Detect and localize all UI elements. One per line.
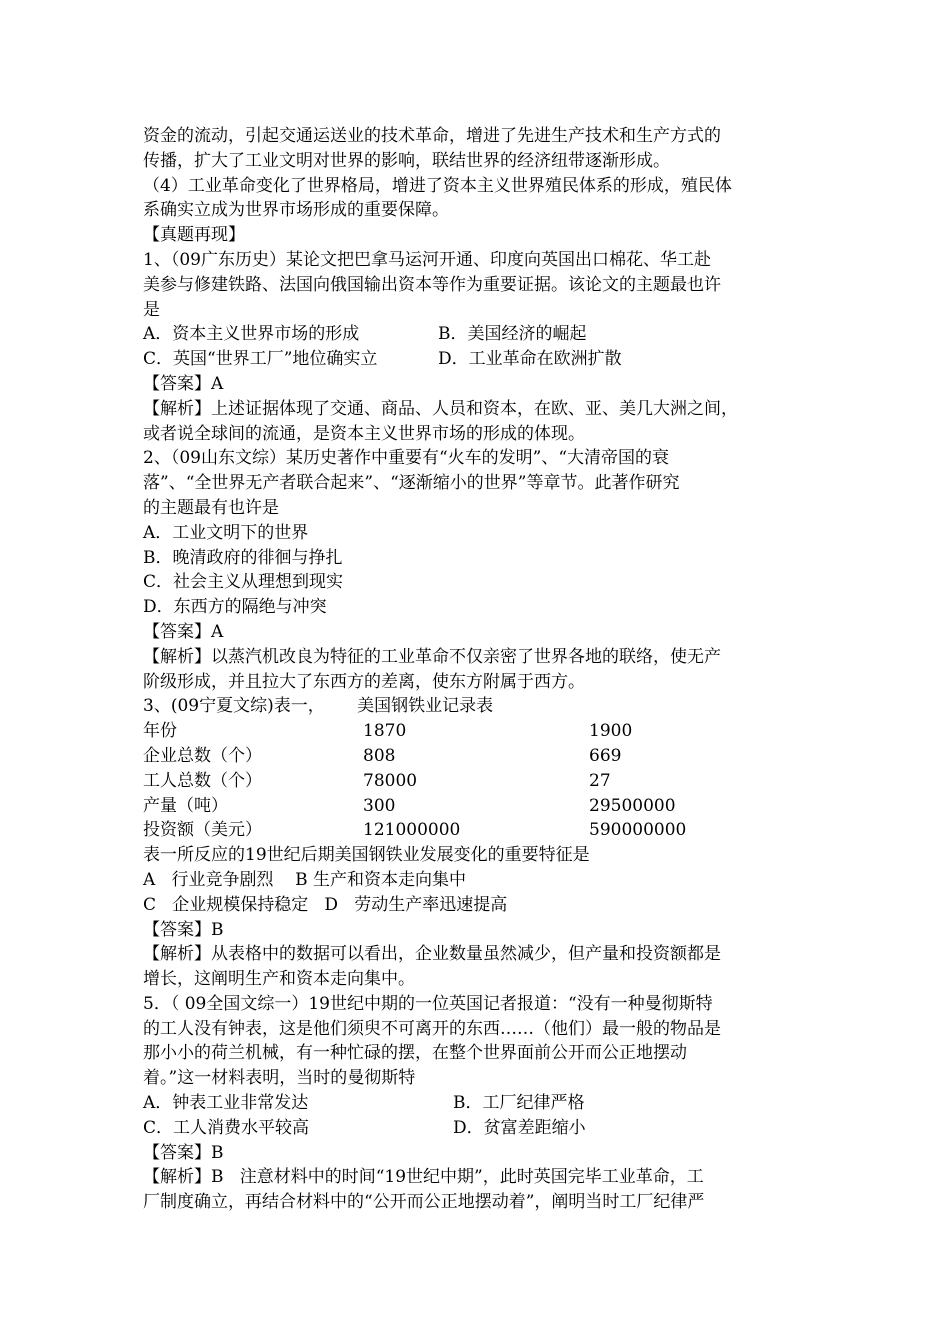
q1-options-row-2 [143,347,813,372]
q2-option-a: A．工业文明下的世界 [143,522,309,543]
table-cell: 1870 [363,721,407,742]
q2-stem-line-3: 的主题最有也许是 [143,497,279,518]
intro-line-2: 传播，扩大了工业文明对世界的影响，联结世界的经济纽带逐渐形成。 [143,150,670,171]
document-page [143,124,813,1215]
q1-option-d: D．工业革命在欧洲扩散 [438,349,622,370]
table-cell: 企业总数（个） [143,745,262,766]
q5-option-a: A．钟表工业非常发达 [143,1093,309,1114]
table-cell: 1900 [589,721,633,742]
q5-answer: 【答案】B [143,1142,224,1163]
q2-option-d: D．东西方的隔绝与冲突 [143,597,327,618]
q1-option-a: A．资本主义世界市场的形成 [143,324,360,345]
q1-options-row-1 [143,322,813,347]
q5-options-row-1 [143,1091,813,1116]
q3-answer: 【答案】B [143,919,224,940]
q3-stem-line-2: 表一所反应的19世纪后期美国钢铁业发展变化的重要特征是 [143,845,590,866]
table-cell: 27 [589,770,611,791]
q3-options-row-1: A 行业竞争剧烈 B 生产和资本走向集中 [143,869,466,890]
table-cell: 590000000 [589,820,687,841]
q3-options-row-2: C 企业规模保持稳定 D 劳动生产率迅速提高 [143,894,508,915]
q5-stem-line-4: 着。”这一材料表明，当时的曼彻斯特 [143,1068,416,1089]
q1-stem-line-2: 美参与修建铁路、法国向俄国输出资本等作为重要证据。该论文的主题最也许 [143,274,721,295]
table-cell: 29500000 [589,795,676,816]
q1-stem-line-1: 1、（09广东历史）某论文把巴拿马运河开通、印度向英国出口棉花、华工赴 [143,249,711,270]
q3-explanation-1: 【解析】从表格中的数据可以看出，企业数量虽然减少，但产量和投资额都是 [143,944,721,965]
q1-option-c: C．英国“世界工厂”地位确实立 [143,349,378,370]
section-title: 【真题再现】 [143,225,245,246]
q1-option-b: B．美国经济的崛起 [438,324,587,345]
q1-stem-line-3: 是 [143,299,160,320]
table-row [143,769,813,794]
q5-stem-line-2: 的工人没有钟表，这是他们须臾不可离开的东西……（他们）最一般的物品是 [143,1018,721,1039]
table-cell: 工人总数（个） [143,770,262,791]
q5-stem-line-3: 那小小的荷兰机械，有一种忙碌的摆，在整个世界面前公开而公正地摆动 [143,1043,687,1064]
table-cell: 投资额（美元） [143,820,262,841]
q5-explanation-2: 厂制度确立，再结合材料中的“公开而公正地摆动着”，阐明当时工厂纪律严 [143,1192,705,1213]
table-cell: 808 [363,745,396,766]
table-row [143,719,813,744]
table-cell: 300 [363,795,396,816]
table-cell: 年份 [143,721,177,742]
q5-option-c: C．工人消费水平较高 [143,1117,310,1138]
q2-explanation-1: 【解析】以蒸汽机改良为特征的工业革命不仅亲密了世界各地的联络，使无产 [143,646,721,667]
table-cell: 121000000 [363,820,461,841]
q3-stem-line-1: 3、(09宁夏文综)表一， 美国钢铁业记录表 [143,696,494,717]
table-row [143,744,813,769]
q5-option-b: B．工厂纪律严格 [453,1093,585,1114]
table-row [143,794,813,819]
q2-answer: 【答案】A [143,621,224,642]
table-cell: 669 [589,745,622,766]
steel-table [143,719,813,843]
q1-answer: 【答案】A [143,373,224,394]
q2-stem-line-1: 2、（09山东文综）某历史著作中重要有“火车的发明”、“大清帝国的衰 [143,448,670,469]
table-cell: 78000 [363,770,418,791]
table-cell: 产量（吨） [143,795,228,816]
intro-line-3: （4）工业革命变化了世界格局，增进了资本主义世界殖民体系的形成，殖民体 [143,175,732,196]
q1-explanation-2: 或者说全球间的流通，是资本主义世界市场的形成的体现。 [143,423,585,444]
q2-option-c: C．社会主义从理想到现实 [143,572,344,593]
q1-explanation-1: 【解析】上述证据体现了交通、商品、人员和资本，在欧、亚、美几大洲之间， [143,398,738,419]
table-row [143,818,813,843]
intro-line-4: 系确实立成为世界市场形成的重要保障。 [143,200,449,221]
q5-option-d: D．贫富差距缩小 [453,1117,586,1138]
q2-option-b: B．晚清政府的徘徊与挣扎 [143,547,343,568]
q3-explanation-2: 增长，这阐明生产和资本走向集中。 [143,969,415,990]
q5-stem-line-1: 5．（ 09全国文综一）19世纪中期的一位英国记者报道：“没有一种曼彻斯特 [143,993,713,1014]
q2-explanation-2: 阶级形成，并且拉大了东西方的差离，使东方附属于西方。 [143,671,585,692]
intro-line-1: 资金的流动，引起交通运送业的技术革命，增进了先进生产技术和生产方式的 [143,126,721,146]
q5-explanation-1: 【解析】B 注意材料中的时间“19世纪中期”，此时英国完毕工业革命，工 [143,1167,704,1188]
q5-options-row-2 [143,1116,813,1141]
q2-stem-line-2: 落”、“全世界无产者联合起来”、“逐渐缩小的世界”等章节。此著作研究 [143,473,680,494]
